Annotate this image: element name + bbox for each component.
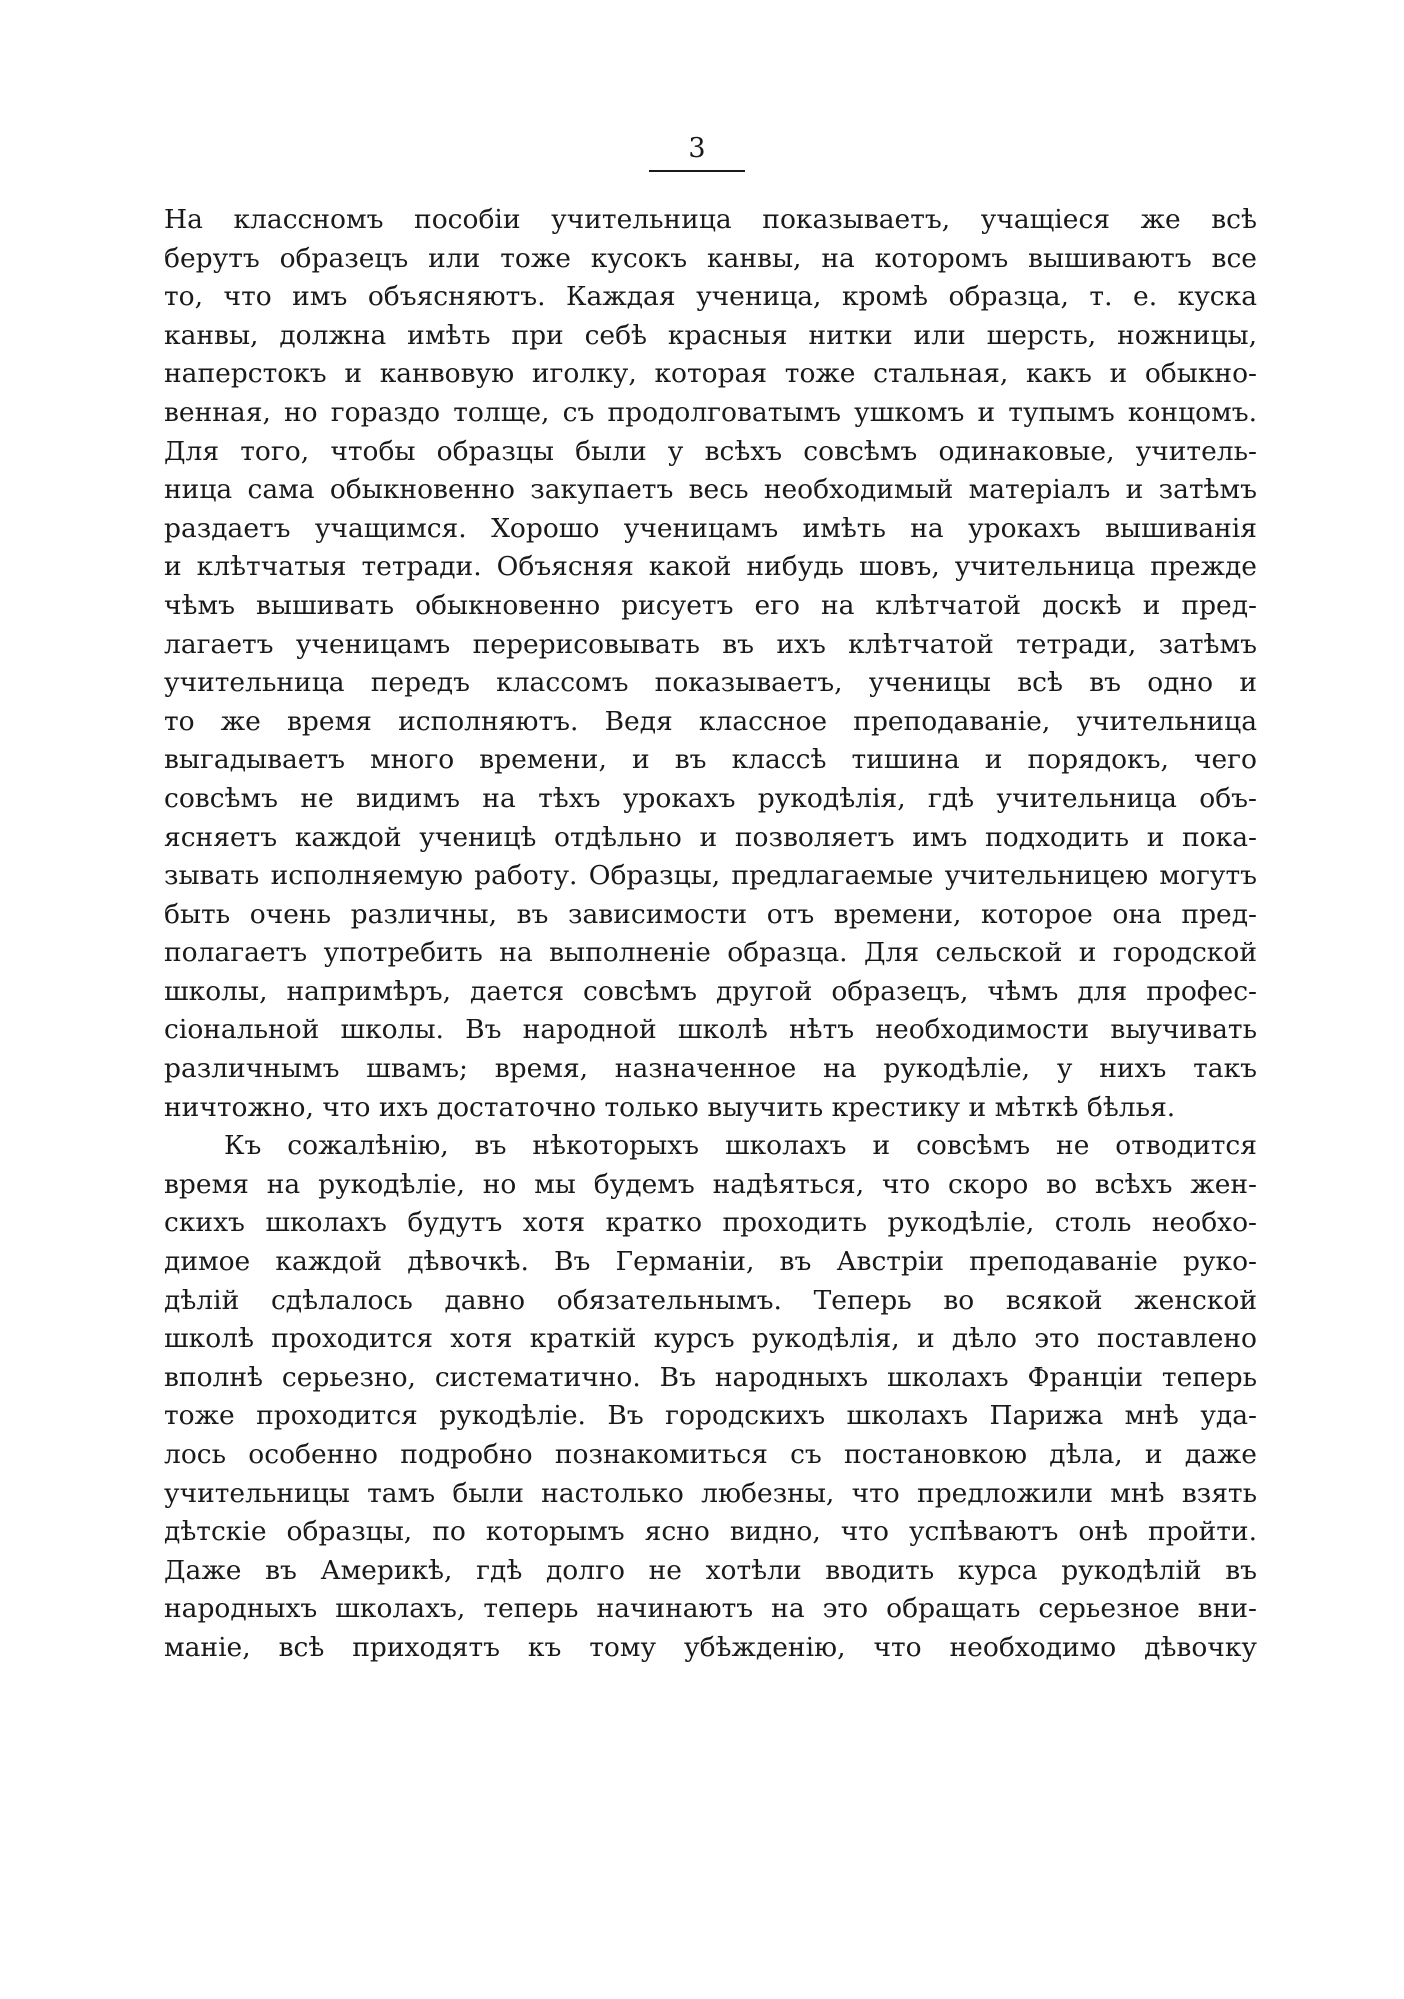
text-line: наперстокъ и канвовую иголку, которая тоже стальная, какъ и обыкно- [164,358,1257,390]
text-line: учительница передъ классомъ показываетъ, ученицы всѣ въ одно и [164,667,1257,699]
text-line: школы, напримѣръ, дается совсѣмъ другой образецъ, чѣмъ для профес- [164,975,1257,1007]
text-line: различнымъ швамъ; время, назначенное на рукодѣліе, у нихъ такъ [164,1053,1257,1085]
text-line: народныхъ школахъ, теперь начинаютъ на это обращать серьезное вни- [164,1593,1257,1625]
text-line: На классномъ пособіи учительница показываетъ, учащіеся же всѣ [164,204,1257,235]
text-line: быть очень различны, въ зависимости отъ времени, которое она пред- [164,898,1257,930]
text-line: лось особенно подробно познакомиться съ постановкою дѣла, и даже [164,1439,1257,1470]
text-line: ясняетъ каждой ученицѣ отдѣльно и позволяетъ имъ подходить и пока- [164,821,1257,853]
text-line: берутъ образецъ или тоже кусокъ канвы, на которомъ вышиваютъ все [164,242,1257,274]
text-line: сіональной школы. Въ народной школѣ нѣтъ необходимости выучивать [164,1014,1257,1046]
text-line: маніе, всѣ приходятъ къ тому убѣжденію, что необходимо дѣвочку [164,1631,1257,1663]
text-line: Къ сожалѣнію, въ нѣкоторыхъ школахъ и совсѣмъ не отводится [224,1130,1257,1162]
text-line: дѣтскіе образцы, по которымъ ясно видно, что успѣваютъ онѣ пройти. [164,1516,1257,1548]
page-header [642,134,752,172]
text-line: ничтожно, что ихъ достаточно только выучить крестику и мѣткѣ бѣлья. [164,1091,1176,1123]
text-line: ница сама обыкновенно закупаетъ весь необходимый матеріалъ и затѣмъ [164,474,1257,506]
text-line: раздаетъ учащимся. Хорошо ученицамъ имѣть на урокахъ вышиванія [164,512,1257,544]
text-line: Для того, чтобы образцы были у всѣхъ совсѣмъ одинаковые, учитель- [164,435,1257,467]
text-line: зывать исполняемую работу. Образцы, предлагаемые учительницею могутъ [164,860,1257,892]
text-line: вполнѣ серьезно, систематично. Въ народныхъ школахъ Франціи теперь [164,1361,1257,1393]
text-line: учительницы тамъ были настолько любезны, что предложили мнѣ взять [164,1477,1257,1509]
text-line: лагаетъ ученицамъ перерисовывать въ ихъ клѣтчатой тетради, затѣмъ [164,628,1257,660]
page-number: 3 [688,133,706,164]
header-rule [649,170,745,172]
text-line: выгадываетъ много времени, и въ классѣ тишина и порядокъ, чего [164,744,1257,776]
text-line: чѣмъ вышивать обыкновенно рисуетъ его на клѣтчатой доскѣ и пред- [164,589,1257,621]
text-line: школѣ проходится хотя краткій курсъ рукодѣлія, и дѣло это поставлено [164,1323,1257,1355]
text-line: то, что имъ объясняютъ. Каждая ученица, кромѣ образца, т. е. куска [164,281,1257,313]
text-line: венная, но гораздо толще, съ продолговатымъ ушкомъ и тупымъ концомъ. [164,396,1257,428]
text-line: совсѣмъ не видимъ на тѣхъ урокахъ рукодѣлія, гдѣ учительница объ- [164,782,1257,814]
body-text [164,201,1257,1668]
text-line: Даже въ Америкѣ, гдѣ долго не хотѣли вводить курса рукодѣлій въ [164,1554,1257,1586]
text-line: скихъ школахъ будутъ хотя кратко проходить рукодѣліе, столь необхо- [164,1207,1257,1239]
text-line: тоже проходится рукодѣліе. Въ городскихъ школахъ Парижа мнѣ уда- [164,1400,1257,1432]
text-line: дѣлій сдѣлалось давно обязательнымъ. Теперь во всякой женской [164,1284,1257,1316]
text-line: канвы, должна имѣть при себѣ красныя нитки или шерсть, ножницы, [164,319,1257,351]
text-line: полагаетъ употребить на выполненіе образца. Для сельской и городской [164,937,1257,969]
text-line: то же время исполняютъ. Ведя классное преподаваніе, учительница [164,705,1257,737]
text-line: время на рукодѣліе, но мы будемъ надѣяться, что скоро во всѣхъ жен- [164,1168,1257,1200]
text-line: димое каждой дѣвочкѣ. Въ Германіи, въ Австріи преподаваніе руко- [164,1246,1257,1278]
text-line: и клѣтчатыя тетради. Объясняя какой нибудь шовъ, учительница прежде [164,551,1257,583]
